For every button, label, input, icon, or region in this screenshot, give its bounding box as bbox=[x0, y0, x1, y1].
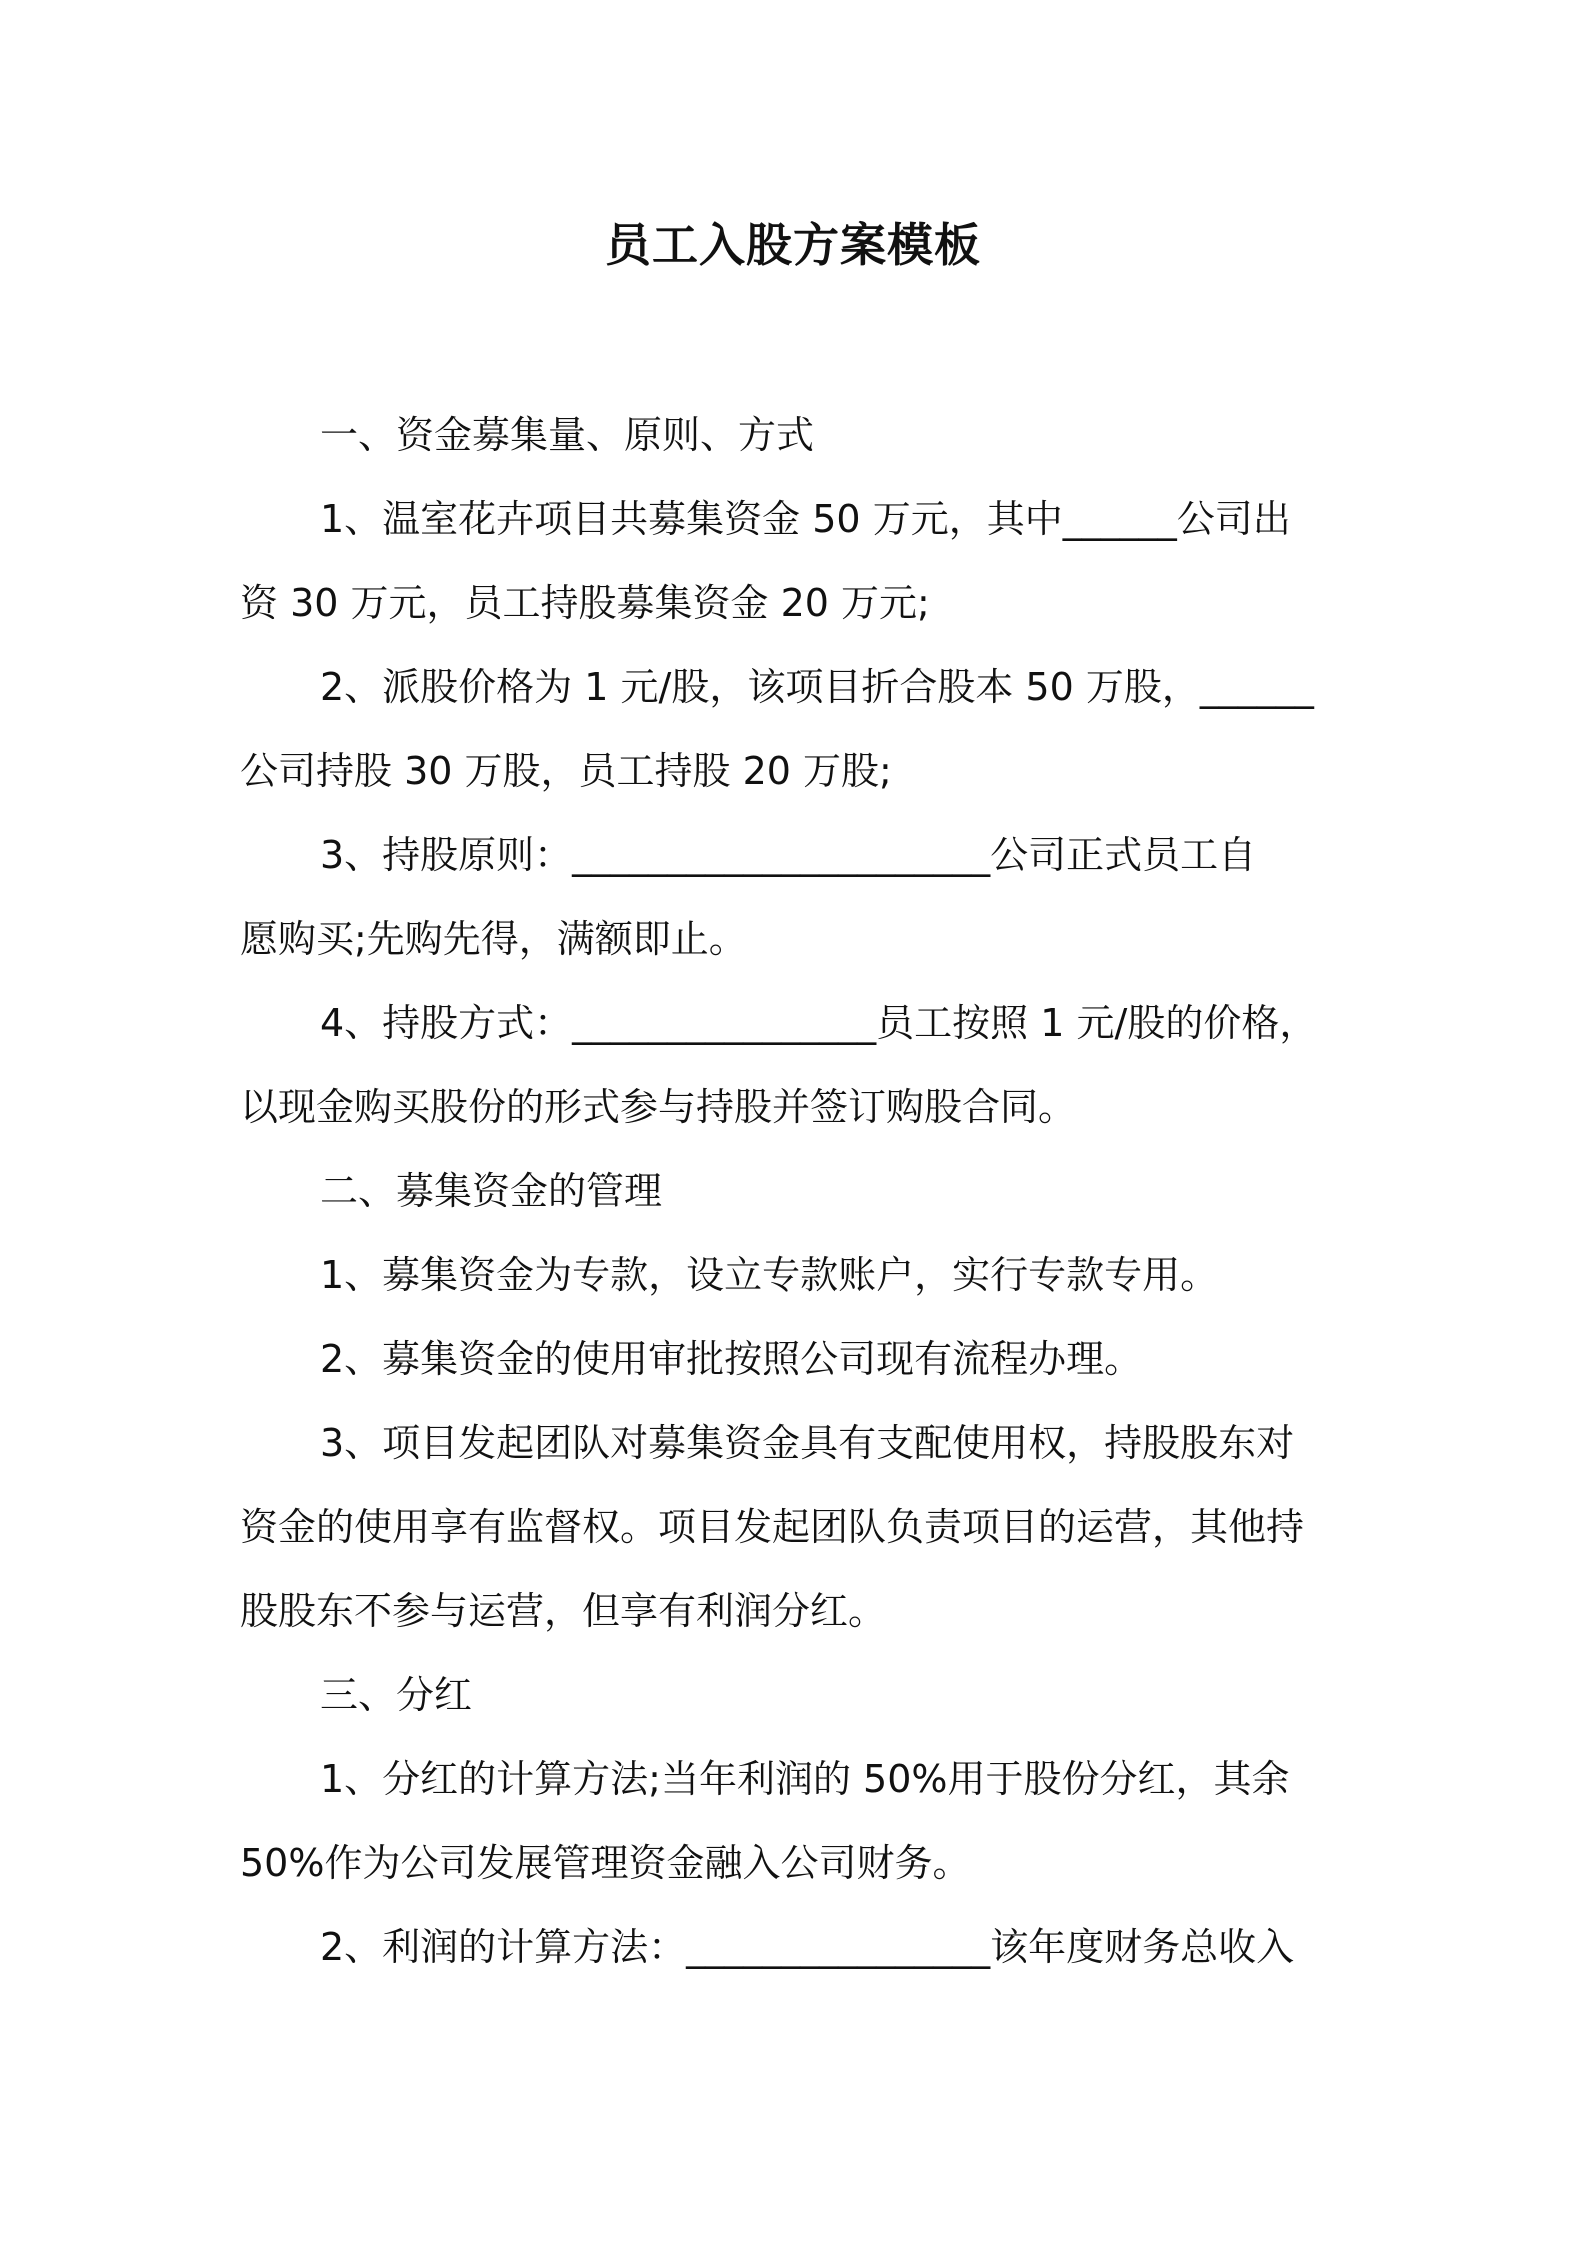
section-heading-1: 一、资金募集量、原则、方式 bbox=[320, 413, 815, 457]
paragraph-line: 资 30 万元，员工持股募集资金 20 万元; bbox=[240, 581, 930, 625]
paragraph-line: 50%作为公司发展管理资金融入公司财务。 bbox=[240, 1841, 971, 1885]
paragraph-line: 4、持股方式：________________员工按照 1 元/股的价格， bbox=[320, 1001, 1318, 1045]
paragraph-line: 股股东不参与运营，但享有利润分红。 bbox=[240, 1589, 887, 1633]
paragraph-line: 1、分红的计算方法;当年利润的 50%用于股份分红，其余 bbox=[320, 1757, 1290, 1801]
paragraph-line: 3、项目发起团队对募集资金具有支配使用权，持股股东对 bbox=[320, 1421, 1295, 1465]
paragraph-line: 2、募集资金的使用审批按照公司现有流程办理。 bbox=[320, 1337, 1143, 1381]
paragraph-line: 1、温室花卉项目共募集资金 50 万元，其中______公司出 bbox=[320, 497, 1291, 541]
paragraph-line: 以现金购买股份的形式参与持股并签订购股合同。 bbox=[240, 1085, 1077, 1129]
paragraph-line: 2、利润的计算方法：________________该年度财务总收入 bbox=[320, 1925, 1295, 1969]
paragraph-line: 愿购买;先购先得，满额即止。 bbox=[240, 917, 747, 961]
paragraph-line: 2、派股价格为 1 元/股，该项目折合股本 50 万股，______ bbox=[320, 665, 1314, 709]
document-title: 员工入股方案模板 bbox=[605, 218, 981, 272]
section-heading-2: 二、募集资金的管理 bbox=[320, 1169, 663, 1213]
section-heading-3: 三、分红 bbox=[320, 1673, 473, 1717]
paragraph-line: 公司持股 30 万股，员工持股 20 万股; bbox=[240, 749, 892, 793]
paragraph-line: 资金的使用享有监督权。项目发起团队负责项目的运营，其他持 bbox=[240, 1505, 1305, 1549]
paragraph-line: 3、持股原则：______________________公司正式员工自 bbox=[320, 833, 1257, 877]
paragraph-line: 1、募集资金为专款，设立专款账户，实行专款专用。 bbox=[320, 1253, 1219, 1297]
